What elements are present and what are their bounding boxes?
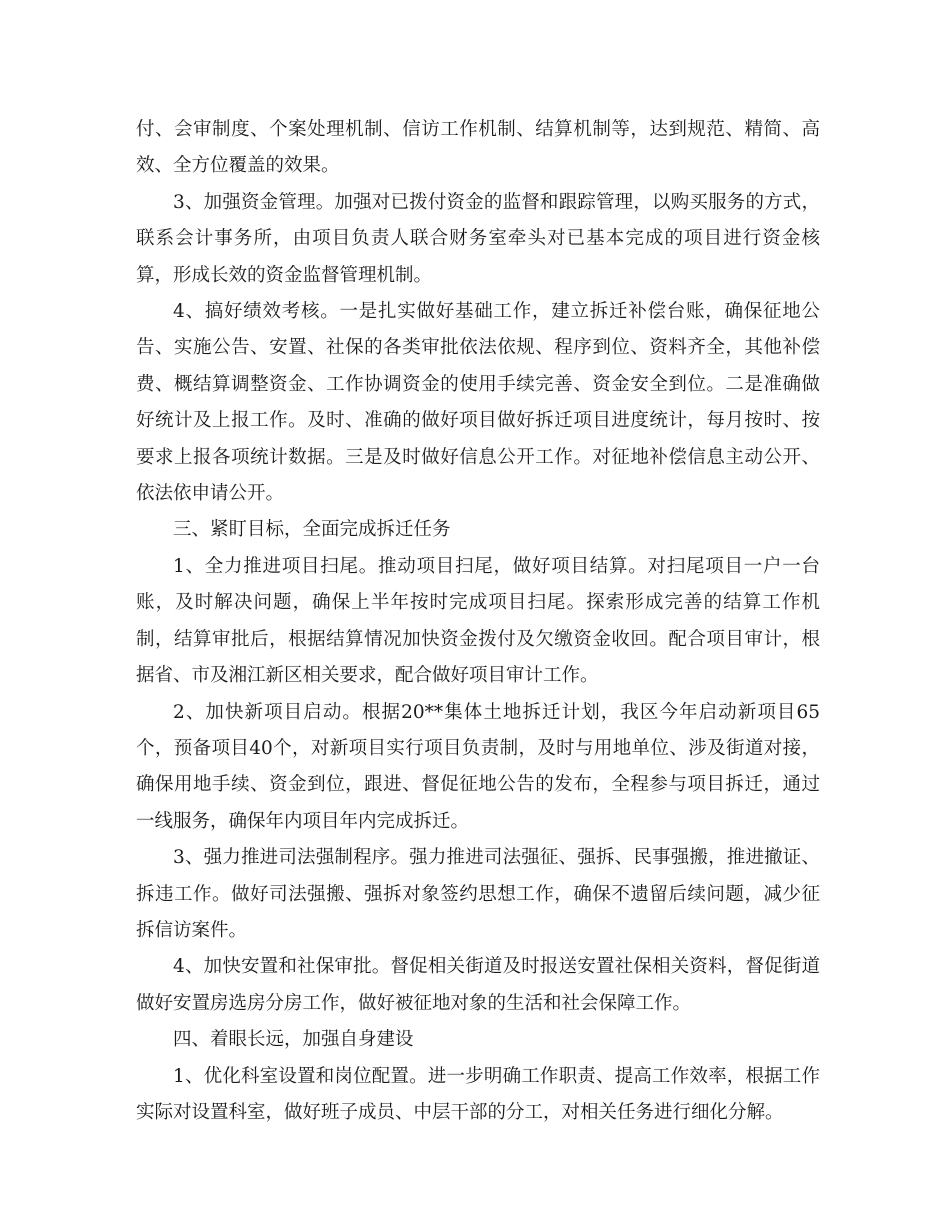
section-heading-demolition-tasks: 三、紧盯目标，全面完成拆迁任务: [173, 519, 451, 541]
section-heading-self-building: 四、着眼长远，加强自身建设: [173, 1029, 414, 1051]
paragraph-new-project-launch: 2、加快新项目启动。根据20**集体土地拆迁计划，我区今年启动新项目65个，预备项目40个，对新项目实行项目负责制，及时与用地单位、涉及街道对接，确保用地手续、资金到位，跟进、督促征地公告的发布，全程参与项目拆迁，通过一线服务，确保年内项目年内完成拆迁。: [136, 701, 820, 832]
paragraph-performance-assessment: 4、搞好绩效考核。一是扎实做好基础工作，建立拆迁补偿台账，确保征地公告、实施公告、安置、社保的各类审批依法依规、程序到位、资料齐全，其他补偿费、概结算调整资金、工作协调资金的使用手续完善、资金安全到位。二是准确做好统计及上报工作。及时、准确的做好项目做好拆迁项目进度统计，每月按时、按要求上报各项统计数据。三是及时做好信息公开工作。对征地补偿信息主动公开、依法依申请公开。: [136, 301, 820, 505]
paragraph-judicial-enforcement: 3、强力推进司法强制程序。强力推进司法强征、强拆、民事强搬，推进撤证、拆违工作。做好司法强搬、强拆对象签约思想工作，确保不遗留后续问题，减少征拆信访案件。: [136, 847, 820, 941]
paragraph-project-wrapup: 1、全力推进项目扫尾。推动项目扫尾，做好项目结算。对扫尾项目一户一台账，及时解决问题，确保上半年按时完成项目扫尾。探索形成完善的结算工作机制，结算审批后，根据结算情况加快资金拨付及欠缴资金收回。配合项目审计，根据省、市及湘江新区相关要求，配合做好项目审计工作。: [136, 555, 820, 687]
paragraph-resettlement-approval: 4、加快安置和社保审批。督促相关街道及时报送安置社保相关资料，督促街道做好安置房选房分房工作，做好被征地对象的生活和社会保障工作。: [136, 956, 820, 1014]
document-body: [136, 112, 820, 1131]
paragraph-office-optimization: 1、优化科室设置和岗位配置。进一步明确工作职责、提高工作效率，根据工作实际对设置科室，做好班子成员、中层干部的分工，对相关任务进行细化分解。: [136, 1065, 820, 1123]
paragraph-fund-management: 3、加强资金管理。加强对已拨付资金的监督和跟踪管理，以购买服务的方式，联系会计事务所，由项目负责人联合财务室牵头对已基本完成的项目进行资金核算，形成长效的资金监督管理机制。: [136, 191, 820, 286]
paragraph-mechanisms-continued: 付、会审制度、个案处理机制、信访工作机制、结算机制等，达到规范、精简、高效、全方位覆盖的效果。: [136, 119, 820, 177]
